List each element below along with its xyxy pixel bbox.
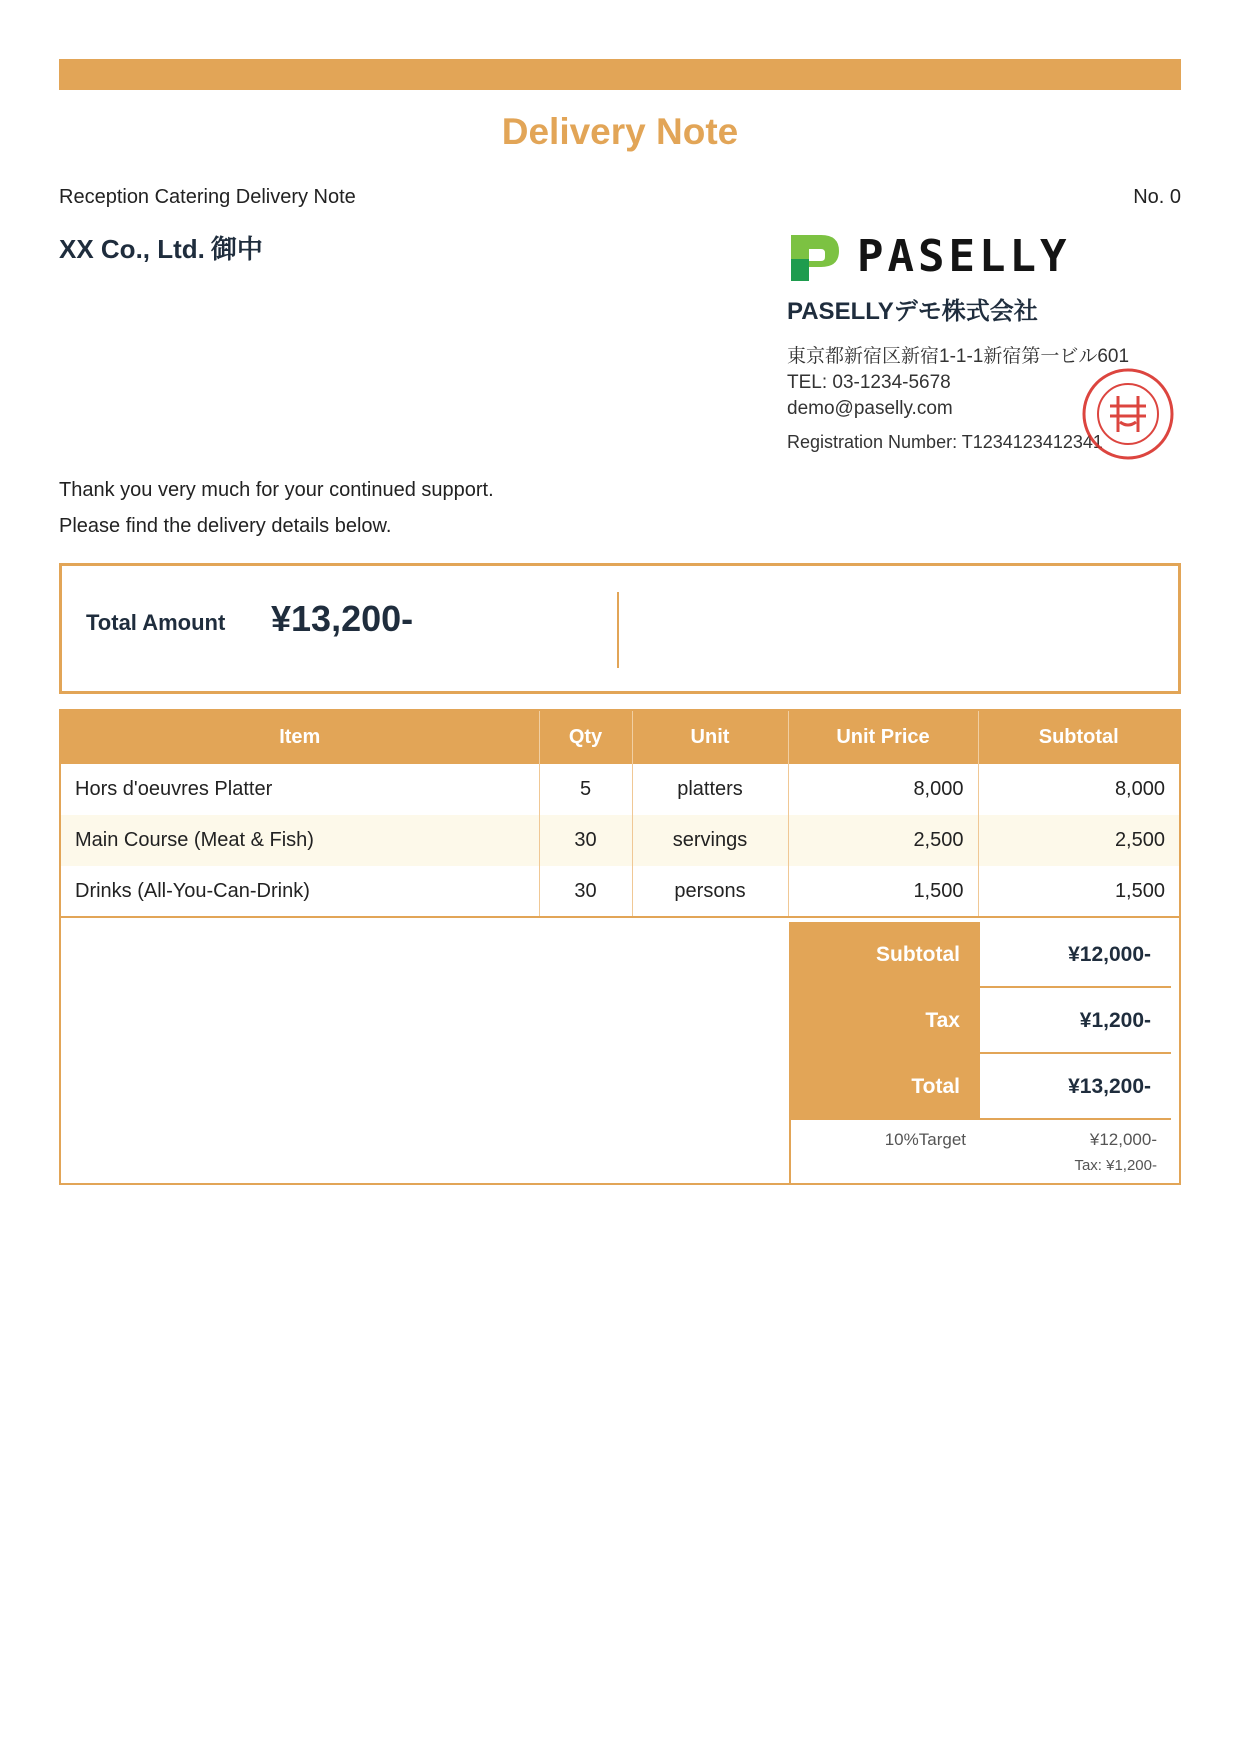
cell-subtotal: 2,500 <box>978 815 1179 866</box>
top-accent-bar <box>59 59 1181 90</box>
summary-tax-label: Tax <box>790 988 980 1054</box>
summary-subtotal-row <box>790 922 1171 988</box>
recipient-name <box>59 232 263 266</box>
summary-total-label: Total <box>790 1054 980 1120</box>
company-email: demo@paselly.com <box>787 398 953 419</box>
header-qty: Qty <box>539 711 632 764</box>
cell-qty: 30 <box>539 815 632 866</box>
items-table-box <box>59 709 1181 1185</box>
company-seal-icon <box>1080 366 1176 462</box>
cell-unit-price: 8,000 <box>788 764 978 815</box>
summary-tax-value: ¥1,200- <box>980 988 1171 1054</box>
header-unit-price: Unit Price <box>788 711 978 764</box>
total-amount-label: Total Amount <box>86 610 226 635</box>
cell-qty: 5 <box>539 764 632 815</box>
cell-subtotal: 8,000 <box>1114 778 1165 800</box>
cell-item: Hors d'oeuvres Platter <box>61 764 539 815</box>
recipient-honorific: 御中 <box>210 234 263 264</box>
table-header-row <box>61 711 1179 764</box>
document-subtitle: Reception Catering Delivery Note <box>59 186 356 208</box>
total-divider <box>617 592 619 668</box>
total-amount-box <box>59 563 1181 694</box>
greeting-line-2: Please find the delivery details below. <box>59 515 392 537</box>
table-row <box>61 866 1179 917</box>
leaf-logo-icon <box>787 229 843 285</box>
tax-breakdown <box>790 1120 1171 1185</box>
recipient-company: XX Co., Ltd. <box>59 234 205 264</box>
greeting-line-1: Thank you very much for your continued support. <box>59 479 494 501</box>
logo-wordmark: PASELLY <box>857 231 1071 282</box>
cell-unit-price: 1,500 <box>788 866 978 917</box>
cell-subtotal: 1,500 <box>978 866 1179 917</box>
document-title: Delivery Note <box>501 111 739 152</box>
tax-breakdown-label: 10%Target <box>884 1130 966 1149</box>
header-subtotal: Subtotal <box>978 711 1179 764</box>
tax-breakdown-tax: Tax: ¥1,200- <box>1074 1157 1157 1174</box>
tax-breakdown-value: ¥12,000- <box>1089 1130 1157 1149</box>
summary-total-value: ¥13,200- <box>980 1054 1171 1120</box>
cell-unit: persons <box>632 866 788 917</box>
cell-unit: servings <box>632 815 788 866</box>
header-item: Item <box>61 711 539 764</box>
cell-item: Drinks (All-You-Can-Drink) <box>61 866 539 917</box>
document-number: No. 0 <box>1133 186 1181 208</box>
items-table <box>61 711 1179 918</box>
summary-total-row <box>790 1054 1171 1120</box>
company-logo <box>787 229 1087 285</box>
cell-item: Main Course (Meat & Fish) <box>61 815 539 866</box>
header-unit: Unit <box>632 711 788 764</box>
table-row <box>61 815 1179 866</box>
cell-unit: platters <box>632 764 788 815</box>
registration-number: Registration Number: T1234123412341 <box>787 432 1103 452</box>
summary-tax-row <box>790 988 1171 1054</box>
table-row <box>61 764 1179 815</box>
company-name: PASELLYデモ株式会社 <box>787 298 1038 325</box>
summary-subtotal-label: Subtotal <box>790 922 980 988</box>
total-amount-value: ¥13,200- <box>271 598 414 639</box>
company-tel: TEL: 03-1234-5678 <box>787 372 951 393</box>
company-address: 東京都新宿区新宿1-1-1新宿第一ビル601 <box>787 346 1130 367</box>
cell-unit-price: 2,500 <box>788 815 978 866</box>
summary-subtotal-value: ¥12,000- <box>980 922 1171 988</box>
cell-qty: 30 <box>539 866 632 917</box>
